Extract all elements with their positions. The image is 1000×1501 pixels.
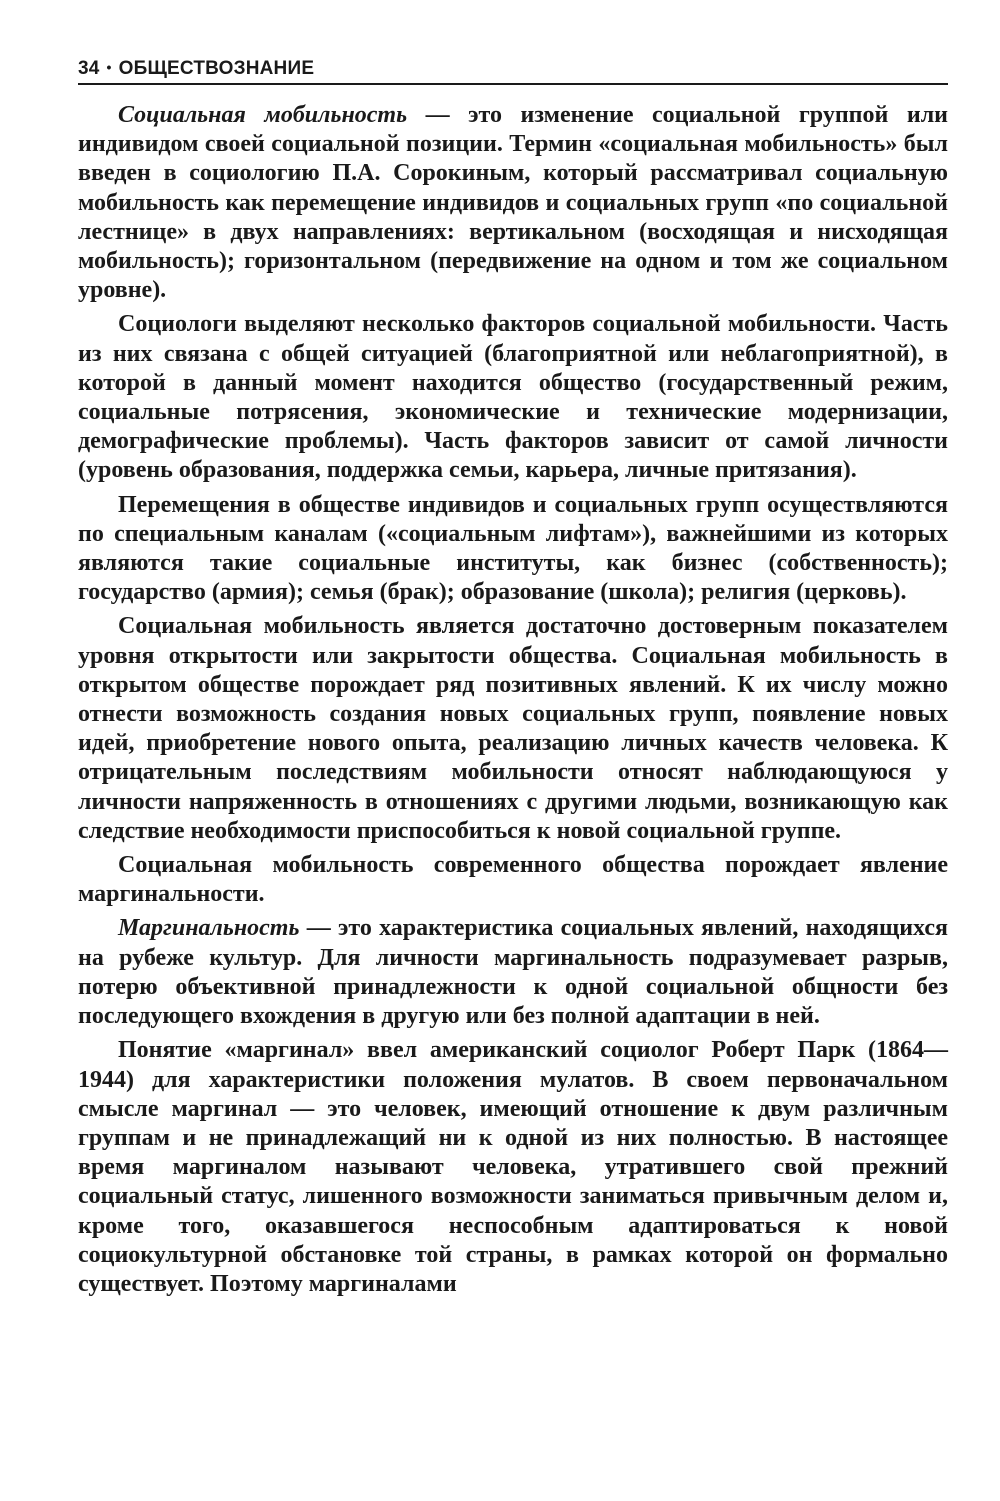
paragraph-text: Социальная мобильность современного общества порождает явление маргинальности. <box>78 852 948 908</box>
book-page <box>78 58 948 1304</box>
paragraph-mobility-factors <box>78 310 948 485</box>
page-number: 34 <box>78 58 100 79</box>
paragraph-text: — это характеристика социальных явлений, находящихся на рубеже культур. Для личности маргинальность подразумевает разрыв, потерю объективной принадлежности к одной социальной общности без последующего вхождения в другую или без полной адаптации в ней. <box>78 915 948 1030</box>
body-text <box>78 101 948 1299</box>
paragraph-text: — это изменение социальной группой или индивидом своей социальной позиции. Термин «социальная мобильность» был введен в социологию П.А. Сорокиным, который рассматривал социальную мобильность как перемещение индивидов и социальных групп «по социальной лестнице» в двух направлениях: вертикальном (восходящая и нисходящая мобильность); горизонтальном (передвижение на одном и том же социальном уровне). <box>78 102 948 304</box>
paragraph-marginality-intro <box>78 851 948 909</box>
paragraph-text: Социальная мобильность является достаточно достоверным показателем уровня открытости или закрытости общества. Социальная мобильность в открытом обществе порождает ряд позитивных явлений. К их числу можно отнести возможность создания новых социальных групп, появление новых идей, приобретение нового опыта, реализацию личных качеств человека. К отрицательным последствиям мобильности относят наблюдающуюся у личности напряженность в отношениях с другими людьми, возникающую как следствие необходимости приспособиться к новой социальной группе. <box>78 613 948 844</box>
paragraph-text: Перемещения в обществе индивидов и социальных групп осуществляются по специальным каналам («социальным лифтам»), важнейшими из которых являются такие социальные институты, как бизнес (собственность); государство (армия); семья (брак); образование (школа); религия (церковь). <box>78 491 948 606</box>
paragraph-openness-indicator <box>78 612 948 846</box>
running-head <box>78 58 948 85</box>
paragraph-social-mobility-definition <box>78 101 948 305</box>
section-title: ОБЩЕСТВОЗНАНИЕ <box>118 58 315 79</box>
bullet-separator: • <box>106 59 112 75</box>
term-social-mobility: Социальная мобильность <box>118 102 408 128</box>
paragraph-text: Социологи выделяют несколько факторов социальной мобильности. Часть из них связана с общей ситуацией (благоприятной или неблагоприятной), в которой в данный момент находится общество (государственный режим, социальные потрясения, экономические и технические модернизации, демографические проблемы). Часть факторов зависит от самой личности (уровень образования, поддержка семьи, карьера, личные притязания). <box>78 311 948 484</box>
paragraph-social-lifts <box>78 491 948 608</box>
term-marginality: Маргинальность <box>118 915 300 942</box>
paragraph-marginal-concept <box>78 1036 948 1299</box>
paragraph-text: Понятие «маргинал» ввел американский социолог Роберт Парк (1864—1944) для характеристики положения мулатов. В своем первоначальном смысле маргинал — это человек, имеющий отношение к двум различным группам и не принадлежащий ни к одной из них полностью. В настоящее время маргиналом называют человека, утратившего свой прежний социальный статус, лишенного возможности заниматься привычным делом и, кроме того, оказавшегося неспособным адаптироваться к новой социокультурной обстановке той страны, в рамках которой он формально существует. Поэтому маргиналами <box>78 1037 948 1297</box>
paragraph-marginality-definition <box>78 914 948 1031</box>
